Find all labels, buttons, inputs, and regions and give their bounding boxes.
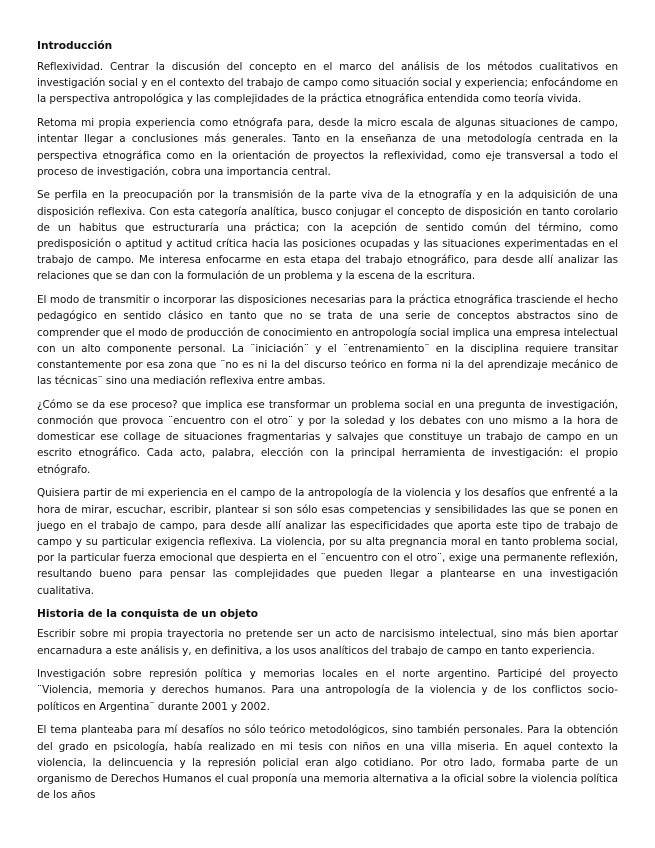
paragraph: ¿Cómo se da ese proceso? que implica ese transformar un problema social en una pregunta de investigación, conmoción que provoca ¨encuentro con el otro¨ y por la soledad y los debates con uno mismo a la hora de domesticar ese collage de situaciones fragmentarias y salvajes que constituye un trabajo de campo en un escrito etnográfico. Cada acto, palabra, elección con la principal herramienta de investigación: el propio etnógrafo.	[37, 398, 618, 476]
paragraph: Retoma mi propia experiencia como etnógrafa para, desde la micro escala de algunas situaciones de campo, intentar llegar a conclusiones más generales. Tanto en la enseñanza de una metodología centrada en la perspectiva etnográfica como en la orientación de proyectos la reflexividad, como eje transversal a todo el proceso de investigación, cobra una importancia central.	[37, 117, 618, 178]
paragraph: Investigación sobre represión política y memorias locales en el norte argentino. Participé del proyecto ¨Violencia, memoria y derechos humanos. Para una antropología de la violencia y de los conflictos socio-políticos en Argentina¨ durante 2001 y 2002.	[37, 668, 618, 713]
section-heading-historia: Historia de la conquista de un objeto	[37, 608, 259, 621]
section-heading-introduccion: Introducción	[37, 40, 113, 52]
paragraph: El tema planteaba para mí desafíos no sólo teórico metodológicos, sino también personales. Para la obtención del grado en psicología, había realizado en mi tesis con niños en una villa miseria. En aquel contexto la violencia, la delincuencia y la represión policial eran algo cotidiano. Por otro lado, formaba parte de un organismo de Derechos Humanos el cual proponía una memoria alternativa a la oficial sobre la violencia política de los años	[37, 724, 618, 802]
paragraph: El modo de transmitir o incorporar las disposiciones necesarias para la práctica etnográfica trasciende el hecho pedagógico en sentido clásico en tanto que no se trata de una serie de conceptos abstractos sino de comprender que el modo de producción de conocimiento en antropología social implica una empresa intelectual con un alto componente personal. La ¨iniciación¨ y el ¨entrenamiento¨ en la disciplina requiere transitar constantemente por esa zona que ¨no es ni la del discurso teórico en forma ni la del aprendizaje mecánico de las técnicas¨ sino una mediación reflexiva entre ambas.	[37, 294, 618, 388]
paragraph: Se perfila en la preocupación por la transmisión de la parte viva de la etnografía y en la adquisición de una disposición reflexiva. Con esta categoría analítica, busco conjugar el concepto de disposición en tanto corolario de un habitus que estructuraría una práctica; con la acepción de sentido común del término, como predisposición o aptitud y actitud crítica hacia las posiciones ocupadas y las situaciones experimentadas en el trabajo de campo. Me interesa enfocarme en esta etapa del trabajo etnográfico, para desde allí analizar las relaciones que se dan con la formulación de un problema y la escena de la escritura.	[37, 189, 618, 283]
paragraph: Escribir sobre mi propia trayectoria no pretende ser un acto de narcisismo intelectual, sino más bien aportar encarnadura a este análisis y, en definitiva, a los usos analíticos del trabajo de campo en tanto experiencia.	[37, 628, 618, 657]
paragraph: Quisiera partir de mi experiencia en el campo de la antropología de la violencia y los desafíos que enfrenté a la hora de mirar, escuchar, escribir, plantear si son sólo esas competencias y sensibilidades las que se ponen en juego en el trabajo de campo, para desde allí analizar las especificidades que aporta este tipo de trabajo de campo y su particular exigencia reflexiva. La violencia, por su alta pregnancia moral en tanto problema social, por la particular fuerza emocional que despierta en el ¨encuentro con el otro¨, exige una permanente reflexión, resultando bueno para pensar las complejidades que pueden llegar a plantearse en una investigación cualitativa.	[37, 487, 618, 597]
paragraph: Reflexividad. Centrar la discusión del concepto en el marco del análisis de los métodos cualitativos en investigación social y en el contexto del trabajo de campo como situación social y experiencia; enfocándome en la perspectiva antropológica y las complejidades de la práctica etnográfica entendida como teoría vivida.	[37, 61, 618, 106]
